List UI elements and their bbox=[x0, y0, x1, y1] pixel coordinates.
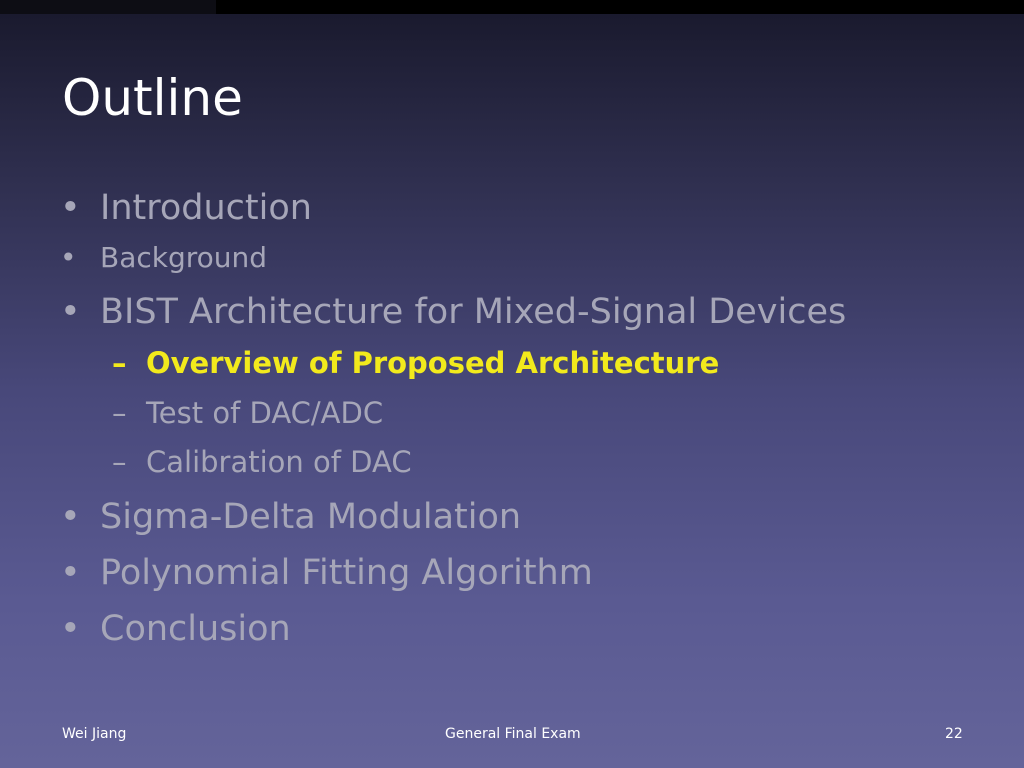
top-bar bbox=[0, 0, 216, 14]
outline-item-background: Background bbox=[100, 241, 268, 274]
bullet-marker: • bbox=[60, 292, 81, 332]
dash-marker: – bbox=[112, 445, 127, 479]
bullet-marker: • bbox=[60, 553, 81, 593]
outline-item-introduction: Introduction bbox=[100, 188, 312, 228]
outline-item-bist-architecture: BIST Architecture for Mixed-Signal Devices bbox=[100, 292, 847, 332]
slide-title: Outline bbox=[62, 69, 243, 127]
bullet-marker: • bbox=[60, 609, 81, 649]
outline-subitem-calibration-dac: Calibration of DAC bbox=[146, 445, 412, 479]
dash-marker: – bbox=[112, 346, 127, 380]
footer-event: General Final Exam bbox=[445, 726, 581, 742]
footer-author: Wei Jiang bbox=[62, 726, 127, 742]
bullet-marker: • bbox=[60, 497, 81, 537]
dash-marker: – bbox=[112, 396, 127, 430]
slide bbox=[0, 14, 1024, 768]
outline-item-sigma-delta: Sigma-Delta Modulation bbox=[100, 497, 522, 537]
outline-item-polynomial-fitting: Polynomial Fitting Algorithm bbox=[100, 553, 593, 593]
outline-item-conclusion: Conclusion bbox=[100, 609, 291, 649]
bullet-marker: • bbox=[60, 241, 77, 274]
footer-page-number: 22 bbox=[945, 726, 963, 742]
outline-subitem-overview-current: Overview of Proposed Architecture bbox=[146, 346, 720, 380]
outline-subitem-test-dac-adc: Test of DAC/ADC bbox=[146, 396, 384, 430]
bullet-marker: • bbox=[60, 188, 81, 228]
